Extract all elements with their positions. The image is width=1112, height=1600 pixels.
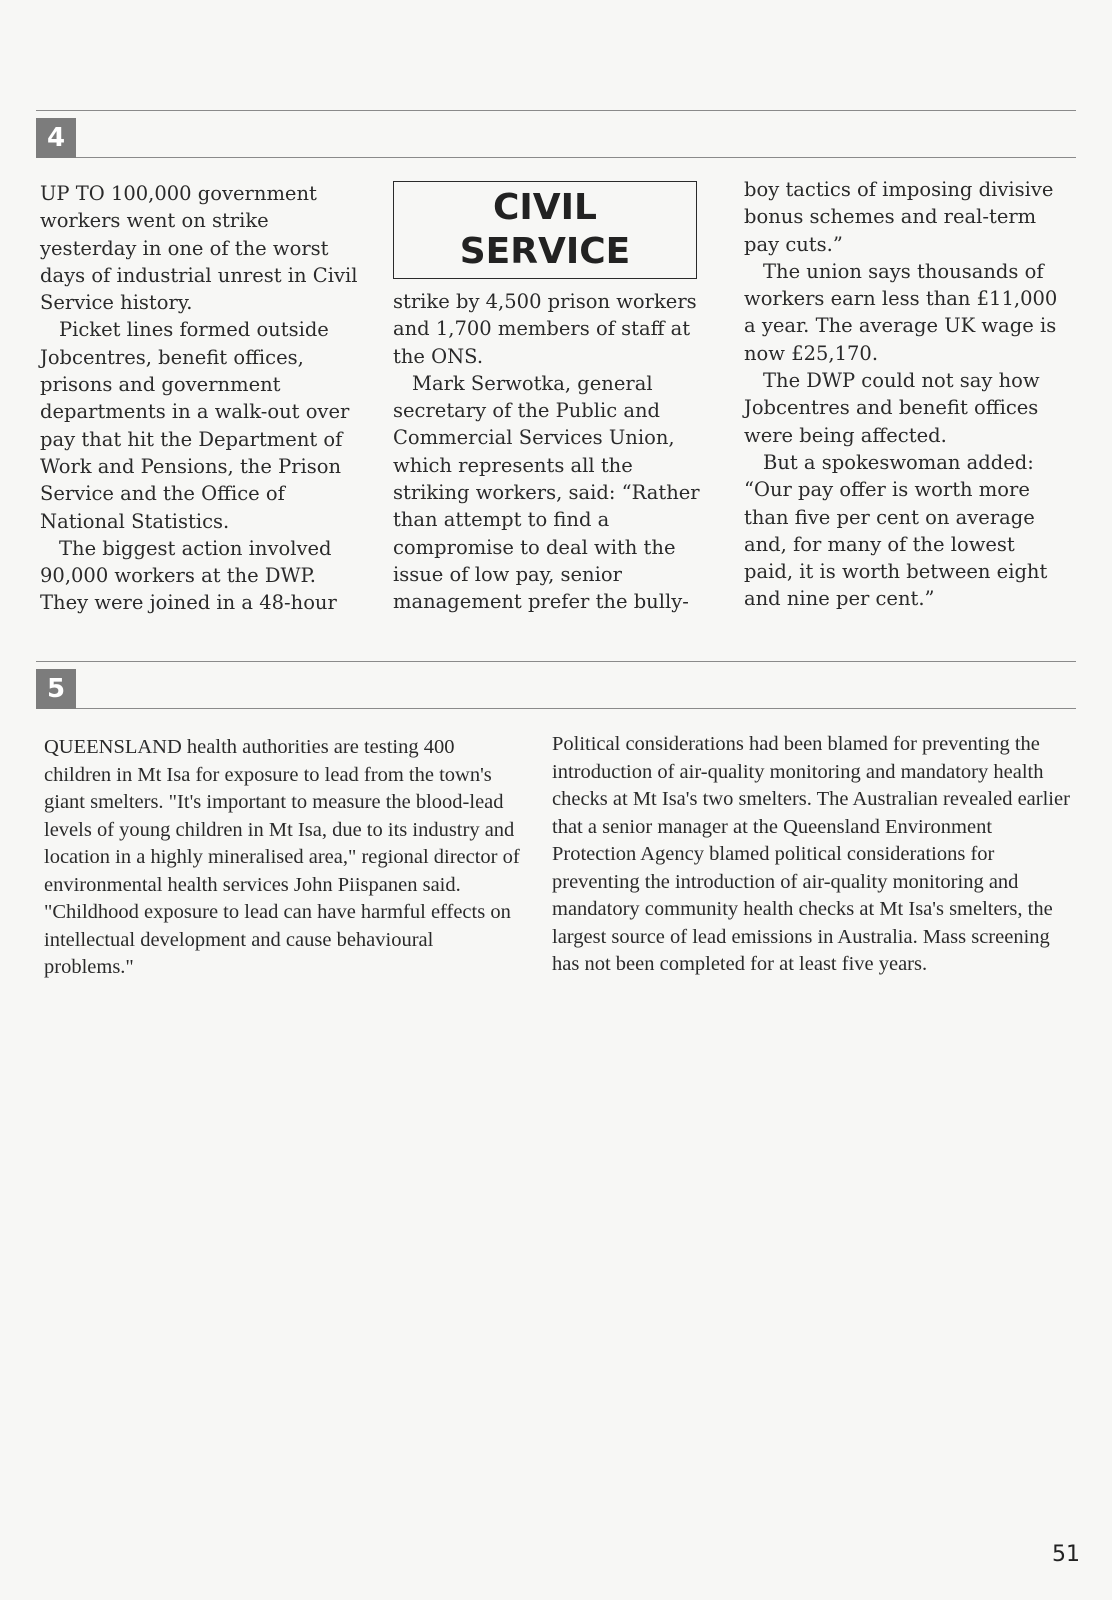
section-4-top-rule [36, 110, 1076, 111]
civil-service-title-box [393, 181, 697, 279]
paragraph: Mark Serwotka, general secretary of the Public and Commercial Services Union, which represents all the striking workers, said: “Rather than attempt to find a compromise to deal with the issue of low pay, senior management prefer the bully- [393, 371, 700, 614]
section-5-bottom-rule [76, 708, 1076, 709]
paragraph: The biggest action involved 90,000 workers at the DWP. They were joined in a 48-hour [40, 536, 337, 615]
paragraph: UP TO 100,000 government workers went on strike yesterday in one of the worst days of industrial unrest in Civil Service history. [40, 182, 358, 315]
section-4-column-2 [393, 288, 708, 616]
paragraph: The union says thousands of workers earn less than £11,000 a year. The average UK wage is now £25,170. [744, 259, 1058, 365]
section-4-number-badge: 4 [36, 118, 76, 158]
paragraph: Political considerations had been blamed for preventing the introduction of air-quality monitoring and mandatory health checks at Mt Isa's two smelters. The Australian revealed earlier that a senior manager at the Queensland Environment Protection Agency blamed political considerations for preventing the introduction of air-quality monitoring and mandatory community health checks at Mt Isa's smelters, the largest source of lead emissions in Australia. Mass screening has not been completed for at least five years. [552, 733, 1070, 975]
page-number: 51 [1052, 1542, 1080, 1567]
paragraph: QUEENSLAND health authorities are testing 400 children in Mt Isa for exposure to lead from the town's giant smelters. "It's important to measure the blood-lead levels of young children in Mt Isa, due to its industry and location in a highly mineralised area," regional director of environmental health services John Piispanen said. "Childhood exposure to lead can have harmful effects on intellectual development and cause behavioural problems." [44, 736, 520, 978]
section-5-number-badge: 5 [36, 669, 76, 709]
section-4-column-3 [744, 176, 1069, 613]
section-5-top-rule [36, 661, 1076, 662]
paragraph: strike by 4,500 prison workers and 1,700 members of staff at the ONS. [393, 290, 697, 368]
section-4-column-1 [40, 180, 370, 617]
box-title-line: CIVIL [492, 187, 597, 228]
box-title-line: SERVICE [459, 231, 631, 272]
paragraph: Picket lines formed outside Jobcentres, benefit offices, prisons and government departments in a walk-out over pay that hit the Department of Work and Pensions, the Prison Service and the Office of National Statistics. [40, 318, 350, 533]
paragraph: But a spokeswoman added: “Our pay offer is worth more than five per cent on average and, for many of the lowest paid, it is worth between eight and nine per cent.” [744, 450, 1048, 611]
paragraph: The DWP could not say how Jobcentres and benefit offices were being affected. [744, 369, 1040, 447]
section-5-column-2 [552, 731, 1074, 979]
section-5-column-1 [44, 734, 522, 982]
section-4-bottom-rule [76, 157, 1076, 158]
paragraph: boy tactics of imposing divisive bonus schemes and real-term pay cuts.” [744, 178, 1054, 256]
